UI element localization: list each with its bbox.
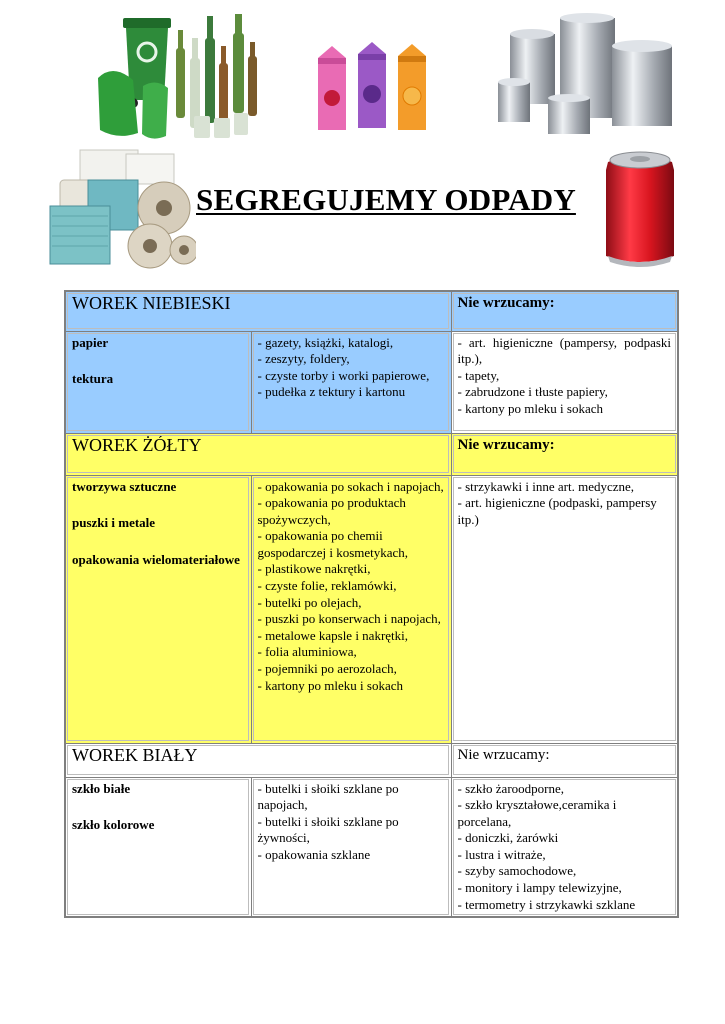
paper-rolls-icon <box>46 146 196 270</box>
section-header-blue <box>65 291 678 331</box>
allowed-list <box>251 475 451 743</box>
category-label: puszki i metale <box>72 515 156 531</box>
allowed-list <box>251 777 451 917</box>
list-item: - czyste torby i worki papierowe, <box>257 367 430 383</box>
list-item: - zeszyty, foldery, <box>257 351 350 367</box>
category-cell <box>65 331 251 433</box>
category-cell <box>65 777 251 917</box>
not-allowed-label: Nie wrzucamy: <box>451 433 678 475</box>
list-item: - doniczki, żarówki <box>457 830 559 846</box>
list-item: - puszki po konserwach i napojach, <box>257 611 441 627</box>
list-item: - folia aluminiowa, <box>257 644 357 660</box>
list-item: - tapety, <box>457 367 500 383</box>
list-item: - opakowania po produktach spożywczych, <box>257 495 406 527</box>
list-item: - strzykawki i inne art. medyczne, <box>457 478 635 494</box>
not-allowed-list <box>451 331 678 433</box>
red-can-icon <box>598 148 682 272</box>
list-item: - art. higieniczne (podpaski, pampersy itp.) <box>457 495 657 527</box>
category-label: papier <box>72 334 109 350</box>
tin-cans-icon <box>490 12 690 140</box>
recycling-bin-bottles-icon <box>88 8 278 143</box>
category-label: szkło kolorowe <box>72 817 155 833</box>
list-item: - opakowania po chemii gospodarczej i kosmetykach, <box>257 528 409 560</box>
list-item: - kartony po mleku i sokach <box>457 400 604 416</box>
list-item: - zabrudzone i tłuste papiery, <box>457 384 608 400</box>
juice-cartons-icon <box>312 40 442 135</box>
list-item: - butelki i słoiki szklane po napojach, <box>257 780 399 813</box>
list-item: - plastikowe nakrętki, <box>257 561 371 577</box>
list-item: - pudełka z tektury i kartonu <box>257 384 406 400</box>
bag-name: WOREK NIEBIESKI <box>65 291 451 331</box>
section-row-yellow <box>65 475 678 743</box>
category-label: tworzywa sztuczne <box>72 478 177 494</box>
list-item: - szkło kryształowe,ceramika i porcelana, <box>457 797 617 829</box>
category-label: szkło białe <box>72 780 131 796</box>
list-item: - pojemniki po aerozolach, <box>257 661 397 677</box>
category-label: tektura <box>72 371 114 387</box>
bag-name: WOREK ŻÓŁTY <box>65 433 451 475</box>
not-allowed-list <box>451 777 678 917</box>
list-item: - lustra i witraże, <box>457 846 546 862</box>
not-allowed-label: Nie wrzucamy: <box>451 743 678 777</box>
list-item: - kartony po mleku i sokach <box>257 677 403 693</box>
list-item: - butelki i słoiki szklane po żywności, <box>257 813 399 846</box>
list-item: - art. higieniczne (pampersy, podpaski itp.), <box>457 334 672 367</box>
allowed-list <box>251 331 451 433</box>
section-row-white <box>65 777 678 917</box>
list-item: - szyby samochodowe, <box>457 863 577 879</box>
list-item: - gazety, książki, katalogi, <box>257 334 394 350</box>
bag-name: WOREK BIAŁY <box>65 743 451 777</box>
waste-sorting-table <box>64 290 679 918</box>
not-allowed-list <box>451 475 678 743</box>
list-item: - szkło żaroodporne, <box>457 780 565 796</box>
section-row-blue <box>65 331 678 433</box>
list-item: - monitory i lampy telewizyjne, <box>457 880 622 896</box>
section-header-yellow <box>65 433 678 475</box>
list-item: - metalowe kapsle i nakrętki, <box>257 627 409 643</box>
list-item: - opakowania po sokach i napojach, <box>257 478 444 494</box>
list-item: - termometry i strzykawki szklane <box>457 896 636 912</box>
list-item: - butelki po olejach, <box>257 594 362 610</box>
category-label: opakowania wielomateriałowe <box>72 551 240 567</box>
section-header-white <box>65 743 678 777</box>
list-item: - opakowania szklane <box>257 846 371 862</box>
category-cell <box>65 475 251 743</box>
page-title: SEGREGUJEMY ODPADY <box>196 182 576 217</box>
list-item: - czyste folie, reklamówki, <box>257 578 397 594</box>
not-allowed-label: Nie wrzucamy: <box>451 291 678 331</box>
